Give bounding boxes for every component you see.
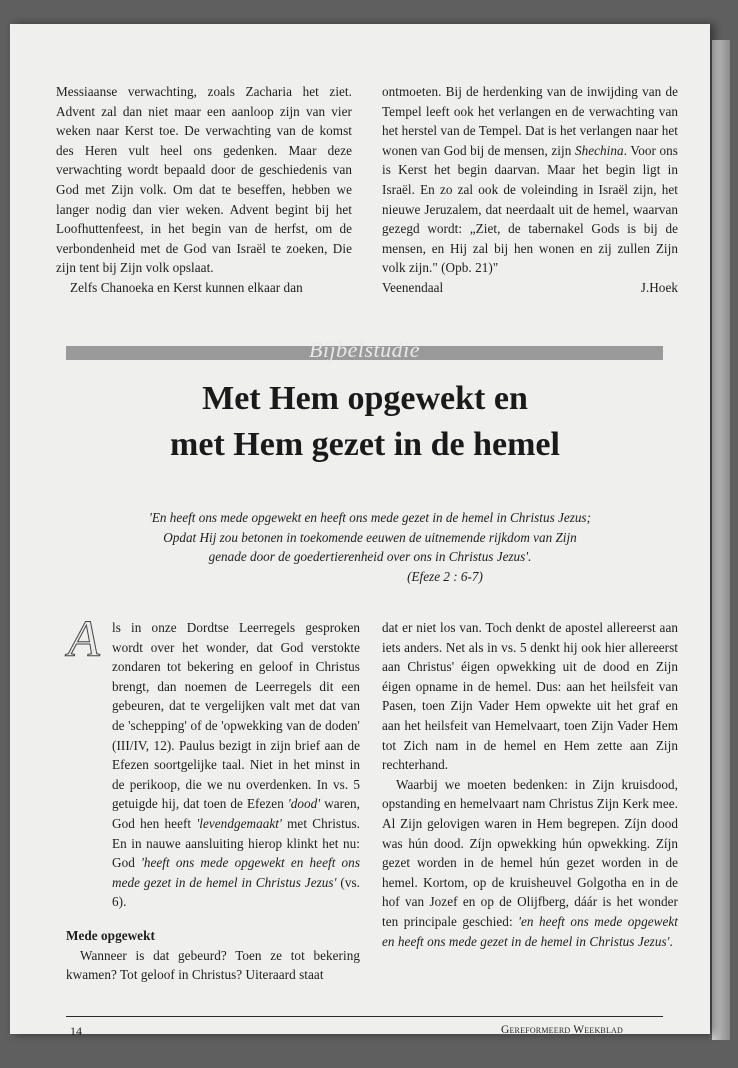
quote-reference: (Efeze 2 : 6-7) (407, 568, 483, 584)
page-number: 14 (70, 1024, 82, 1038)
paragraph: ls in onze Dordtse Leerregels gesproken wordt over het wonder, dat God verstokte zondaren tot bekering en geloof in Christus brengt, dan noemen de Leerregels dit een gebeuren, dat te vergelijken valt met dat van de 'schepping' of de 'opwekking van de doden' (III/IV, 12). Paulus bezigt in zijn brief aan de Efezen soortgelijke taal. Niet in het minst in de perikoop, die we nu overdenken. In vs. 5 getuigde hij, dat toen de Efezen 'dood' waren, God hen heeft 'levendgemaakt' met Christus. En in nauwe aansluiting hierop klinkt het nu: God 'heeft ons mede opgewekt en heeft ons mede gezet in de hemel in Christus Jezus' (vs. 6). (112, 620, 361, 910)
scripture-quote (70, 508, 670, 586)
top-right-column (382, 82, 678, 298)
section-label: Bijbelstudie (308, 337, 421, 362)
bottom-right-column (382, 618, 678, 951)
paragraph: dat er niet los van. Toch denkt de apostel allereerst aan iets anders. Net als in vs. 5 denkt hij ook hier allereerst aan Christus' éigen opwekking uit de dood en Zijn éigen opname in de hemel. Dus: aan het heilsfeit van Pasen, toen Zijn Vader Hem opwekte uit het graf en aan het heilsfeit van Hemelvaart, toen Zijn Vader Hem tot Zich nam in de hemel en Hem zette aan Zijn rechterhand. (382, 620, 678, 773)
article-title-line-1: Met Hem opgewekt en (202, 380, 528, 417)
magazine-page (10, 24, 710, 1038)
adjacent-page-edge (712, 40, 730, 1040)
article-title-line-2: met Hem gezet in de hemel (170, 426, 560, 463)
quote-line: 'En heeft ons mede opgewekt en heeft ons mede gezet in de hemel in Christus Jezus; (149, 510, 591, 525)
footer-rule (66, 1016, 663, 1017)
quote-line: Opdat Hij zou betonen in toekomende eeuwen de uitnemende rijkdom van Zijn (163, 529, 577, 545)
paragraph: Wanneer is dat gebeurd? Toen ze tot bekering kwamen? Tot geloof in Christus? Uiteraard staat (66, 947, 360, 983)
place: Veenendaal (382, 279, 444, 295)
paragraph: ontmoeten. Bij de herdenking van de inwijding van de Tempel leeft ook het verlangen en de verwachting van het herstel van de Tempel. Dat is het verlangen naar het wonen van God bij de mensen, zijn Shechina. Voor ons is Kerst het begin daarvan. Maar het begin ligt in Israël. En zo zal ook de voleinding in Israël zijn, het nieuwe Jeruzalem, dat neerdaalt uit de hemel, waarvan gezegd wordt: „Ziet, de tabernakel Gods is bij de mensen, en Hij zal bij hen wonen en zij zullen Zijn volk zijn." (Opb. 21)" (382, 84, 678, 276)
subheading: Mede opgewekt (66, 927, 155, 943)
paragraph: Waarbij we moeten bedenken: in Zijn kruisdood, opstanding en hemelvaart nam Christus Zijn Kerk mee. Al Zijn gelovigen waren in Hem begrepen. Zíjn dood was hún dood. Zíjn opwekking hún opwekking. Zíjn gezet worden in de hemel hún gezet worden in de hemel. Kortom, op de kruisheuvel Golgotha en in de hof van Jozef en op de Olijfberg, dáár is het wonder ten principale geschied: 'en heeft ons mede opgewekt en heeft ons mede gezet in de hemel in Christus Jezus'. (382, 776, 678, 949)
drop-cap: A (68, 611, 100, 668)
bottom-left-column (66, 618, 360, 985)
quote-line: genade door de goedertierenheid over ons in Christus Jezus'. (208, 549, 532, 564)
top-left-column (56, 82, 352, 298)
paragraph: Zelfs Chanoeka en Kerst kunnen elkaar dan (70, 279, 303, 295)
paragraph: Messiaanse verwachting, zoals Zacharia het ziet. Advent zal dan niet maar een aanloop zijn van vier weken naar Kerst toe. De verwachting van de komst des Heren vult heel ons gedenken. Maar deze verwachting wordt bepaald door de geschiedenis van God met Zijn volk. Om dat te beseffen, hebben we langer nodig dan vier weken. Advent begint bij het Loofhuttenfeest, in het begin van de herfst, om de verbondenheid met de God van Israël te zoeken, Die zijn tent bij Zijn volk opslaat. (56, 84, 352, 276)
section-divider (66, 337, 663, 362)
publication-name: Gereformeerd Weekblad (500, 1024, 623, 1036)
author: J.Hoek (640, 279, 678, 295)
signature-line (382, 278, 678, 298)
